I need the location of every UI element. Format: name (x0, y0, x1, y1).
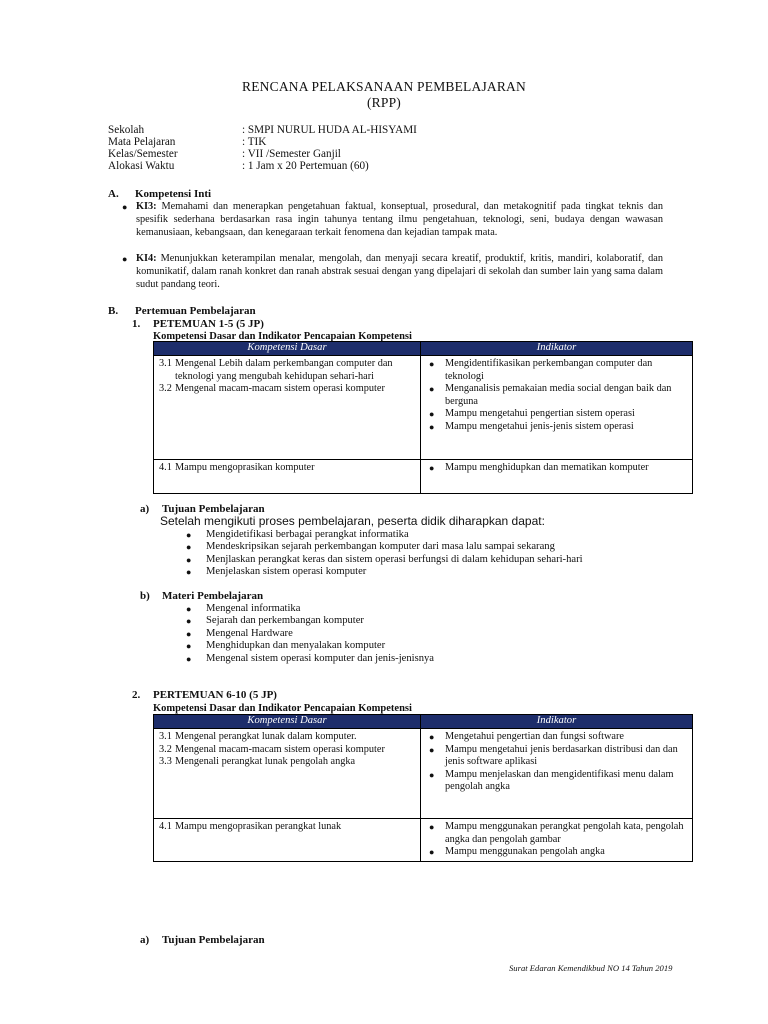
page-footer: Surat Edaran Kemendikbud NO 14 Tahun 2019 (509, 963, 673, 973)
kd-text: Mengenali perangkat lunak pengolah angka (175, 756, 356, 767)
bullet-icon: ● (186, 641, 192, 652)
kd-text: Mengenal macam-macam sistem operasi komputer (175, 743, 385, 755)
list-item-text: Menghidupkan dan menyalakan komputer (206, 640, 386, 652)
tujuan-2-title: Tujuan Pembelajaran (162, 934, 265, 946)
document-title: RENCANA PELAKSANAAN PEMBELAJARAN (242, 79, 526, 94)
bullet-icon: ● (122, 254, 128, 264)
indicator-item (426, 731, 687, 744)
column-header-kd: Kompetensi Dasar (154, 715, 421, 729)
kd-text: Mampu mengoprasikan komputer (175, 462, 315, 473)
ki3-paragraph (122, 201, 663, 239)
kd-item (159, 756, 415, 769)
kd-number: 4.1 (159, 462, 172, 473)
bullet-icon: ● (186, 542, 192, 553)
tujuan-2-letter: a) (140, 934, 150, 946)
indicator-cell (421, 460, 693, 494)
list-item-text: Menjlaskan perangkat keras dan sistem operasi berfungsi di dalam kehidupan sehari-hari (206, 553, 583, 565)
materi-1-letter: b) (140, 590, 150, 602)
list-item-text: Mengenal informatika (206, 603, 301, 614)
kd-item (159, 358, 415, 383)
meeting-2-number: 2. (132, 689, 141, 701)
list-item-text: Mengidetifikasi berbagai perangkat informatika (206, 529, 409, 540)
identity-row (108, 160, 668, 172)
bullet-icon: ● (429, 359, 435, 369)
kd-item (159, 383, 415, 396)
identity-value: : 1 Jam x 20 Pertemuan (60) (242, 160, 369, 172)
indicator-text: Mampu menjelaskan dan mengidentifikasi menu dalam pengolah angka (445, 768, 674, 792)
list-item (186, 603, 686, 615)
kd-number: 4.1 (159, 821, 172, 832)
document-subtitle: (RPP) (366, 95, 401, 110)
kd-text: Mengenal macam-macam sistem operasi komputer (175, 383, 385, 394)
identity-row (108, 136, 668, 148)
identity-value: : SMPI NURUL HUDA AL-HISYAMI (242, 124, 417, 136)
indicator-item (426, 744, 687, 769)
kd-number: 3.2 (159, 383, 172, 394)
kd-cell (154, 356, 421, 460)
ki4-paragraph (122, 253, 663, 291)
indicator-item (426, 821, 687, 846)
indicator-cell (421, 729, 693, 819)
indicator-item (426, 358, 687, 383)
identity-row (108, 148, 668, 160)
bullet-icon: ● (429, 463, 435, 473)
tujuan-1-letter: a) (140, 503, 150, 515)
identity-label: Kelas/Semester (108, 148, 178, 160)
kd-item (159, 462, 415, 475)
list-item (186, 628, 686, 640)
bullet-icon: ● (186, 604, 192, 614)
kd-item (159, 744, 415, 757)
materi-1-list (186, 603, 686, 665)
section-a-letter: A. (108, 188, 119, 200)
bullet-icon: ● (186, 530, 192, 540)
indicator-text: Mampu mengetahui jenis berdasarkan distribusi dan dan jenis software aplikasi (445, 743, 678, 767)
list-item-text: Mengenal Hardware (206, 627, 293, 639)
column-header-kd: Kompetensi Dasar (154, 342, 421, 356)
indicator-text: Menganalisis pemakaian media social dengan baik dan berguna (445, 383, 672, 407)
list-item (186, 541, 686, 553)
bullet-icon: ● (186, 616, 192, 627)
identity-row (108, 124, 668, 136)
column-header-indicator: Indikator (421, 342, 693, 356)
table-row (154, 819, 693, 862)
list-item (186, 529, 686, 541)
indicator-item (426, 383, 687, 408)
bullet-icon: ● (429, 421, 435, 432)
kd-cell (154, 460, 421, 494)
ki4-label: KI4: (136, 253, 157, 264)
tujuan-1-list (186, 529, 686, 579)
identity-value: : TIK (242, 136, 267, 148)
table-header-row (154, 715, 693, 729)
indicator-item (426, 846, 687, 859)
tujuan-1-intro: Setelah mengikuti proses pembelajaran, peserta didik diharapkan dapat: (160, 514, 545, 528)
bullet-icon: ● (186, 653, 192, 664)
bullet-icon: ● (429, 847, 435, 857)
bullet-icon: ● (122, 202, 128, 212)
kd-text: Mengenal perangkat lunak dalam komputer. (175, 731, 357, 742)
identity-label: Mata Pelajaran (108, 136, 176, 148)
identity-label: Sekolah (108, 124, 145, 136)
indicator-item (426, 462, 687, 475)
meeting-1-number: 1. (132, 318, 141, 330)
indicator-text: Mampu mengetahui pengertian sistem operasi (445, 408, 635, 419)
meeting-2-kd-table (153, 714, 693, 862)
meeting-1-title: PETEMUAN 1-5 (5 JP) (153, 318, 264, 330)
ki3-text: Memahami dan menerapkan pengetahuan faktual, konseptual, prosedural, dan metakognitif pada tingkat teknis dan spesifik sederhana berdasarkan rasa ingin tahunya tentang ilmu pengetahuan, teknologi, seni, budaya dengan wawasan kemanusiaan, kebangsaan, dan kenegaraan terkait fenomena dan kejadian tampak mata. (136, 201, 663, 238)
list-item (186, 615, 686, 627)
section-b-letter: B. (108, 305, 119, 317)
identity-block (108, 124, 668, 172)
kd-cell (154, 729, 421, 819)
table-row (154, 460, 693, 494)
indicator-item (426, 769, 687, 794)
kd-number: 3.2 (159, 743, 172, 755)
identity-label: Alokasi Waktu (108, 160, 175, 172)
kd-text: Mengenal Lebih dalam perkembangan computer dan teknologi yang mengubah kehidupan sehari-hari (175, 358, 393, 382)
ki4-text: Menunjukkan keterampilan menalar, mengolah, dan menyaji secara kreatif, produktif, kritis, mandiri, kolaboratif, dan komunikatif, dalam ranah konkret dan ranah abstrak sesuai dengan yang dipelajari di sekolah dan sumber lain yang sama dalam sudut pandang teori. (136, 253, 663, 290)
indicator-text: Mampu menghidupkan dan mematikan komputer (445, 462, 649, 473)
bullet-icon: ● (186, 567, 192, 578)
indicator-item (426, 408, 687, 421)
list-item (186, 640, 686, 652)
kd-text: Mampu mengoprasikan perangkat lunak (175, 821, 342, 832)
bullet-icon: ● (429, 769, 435, 780)
kd-number: 3.1 (159, 731, 172, 742)
list-item-text: Mengenal sistem operasi komputer dan jenis-jenisnya (206, 652, 435, 664)
meeting-2-title: PERTEMUAN 6-10 (5 JP) (153, 689, 277, 701)
kd-number: 3.1 (159, 358, 172, 369)
table-row (154, 729, 693, 819)
meeting-1-kd-title: Kompetensi Dasar dan Indikator Pencapaian Kompetensi (153, 331, 412, 342)
indicator-cell (421, 356, 693, 460)
bullet-icon: ● (429, 732, 435, 742)
indicator-item (426, 421, 687, 434)
kd-item (159, 731, 415, 744)
section-a-title: Kompetensi Inti (135, 188, 212, 200)
indicator-text: Mengetahui pengertian dan fungsi software (445, 731, 624, 742)
indicator-text: Mampu menggunakan perangkat pengolah kata, pengolah angka dan pengolah gambar (445, 821, 684, 845)
table-row (154, 356, 693, 460)
list-item-text: Sejarah dan perkembangan komputer (206, 615, 364, 627)
indicator-text: Mengidentifikasikan perkembangan computer dan teknologi (445, 358, 653, 382)
materi-1-title: Materi Pembelajaran (162, 590, 264, 602)
meeting-2-kd-title: Kompetensi Dasar dan Indikator Pencapaian Kompetensi (153, 703, 412, 714)
bullet-icon: ● (429, 384, 435, 394)
list-item (186, 554, 686, 566)
kd-item (159, 821, 415, 834)
indicator-text: Mampu mengetahui jenis-jenis sistem operasi (445, 420, 634, 432)
bullet-icon: ● (186, 628, 192, 639)
kd-number: 3.3 (159, 756, 172, 767)
list-item (186, 653, 686, 665)
column-header-indicator: Indikator (421, 715, 693, 729)
ki3-label: KI3: (136, 201, 157, 212)
meeting-1-kd-table (153, 341, 693, 494)
bullet-icon: ● (429, 744, 435, 755)
indicator-cell (421, 819, 693, 862)
bullet-icon: ● (429, 822, 435, 832)
list-item-text: Mendeskripsikan sejarah perkembangan komputer dari masa lalu sampai sekarang (206, 541, 555, 553)
list-item (186, 566, 686, 578)
bullet-icon: ● (186, 554, 192, 565)
tujuan-1-title: Tujuan Pembelajaran (162, 503, 265, 515)
section-b-title: Pertemuan Pembelajaran (135, 305, 256, 317)
bullet-icon: ● (429, 409, 435, 419)
identity-value: : VII /Semester Ganjil (242, 148, 341, 160)
list-item-text: Menjelaskan sistem operasi komputer (206, 566, 367, 578)
kd-cell (154, 819, 421, 862)
indicator-text: Mampu menggunakan pengolah angka (445, 846, 605, 857)
table-header-row (154, 342, 693, 356)
